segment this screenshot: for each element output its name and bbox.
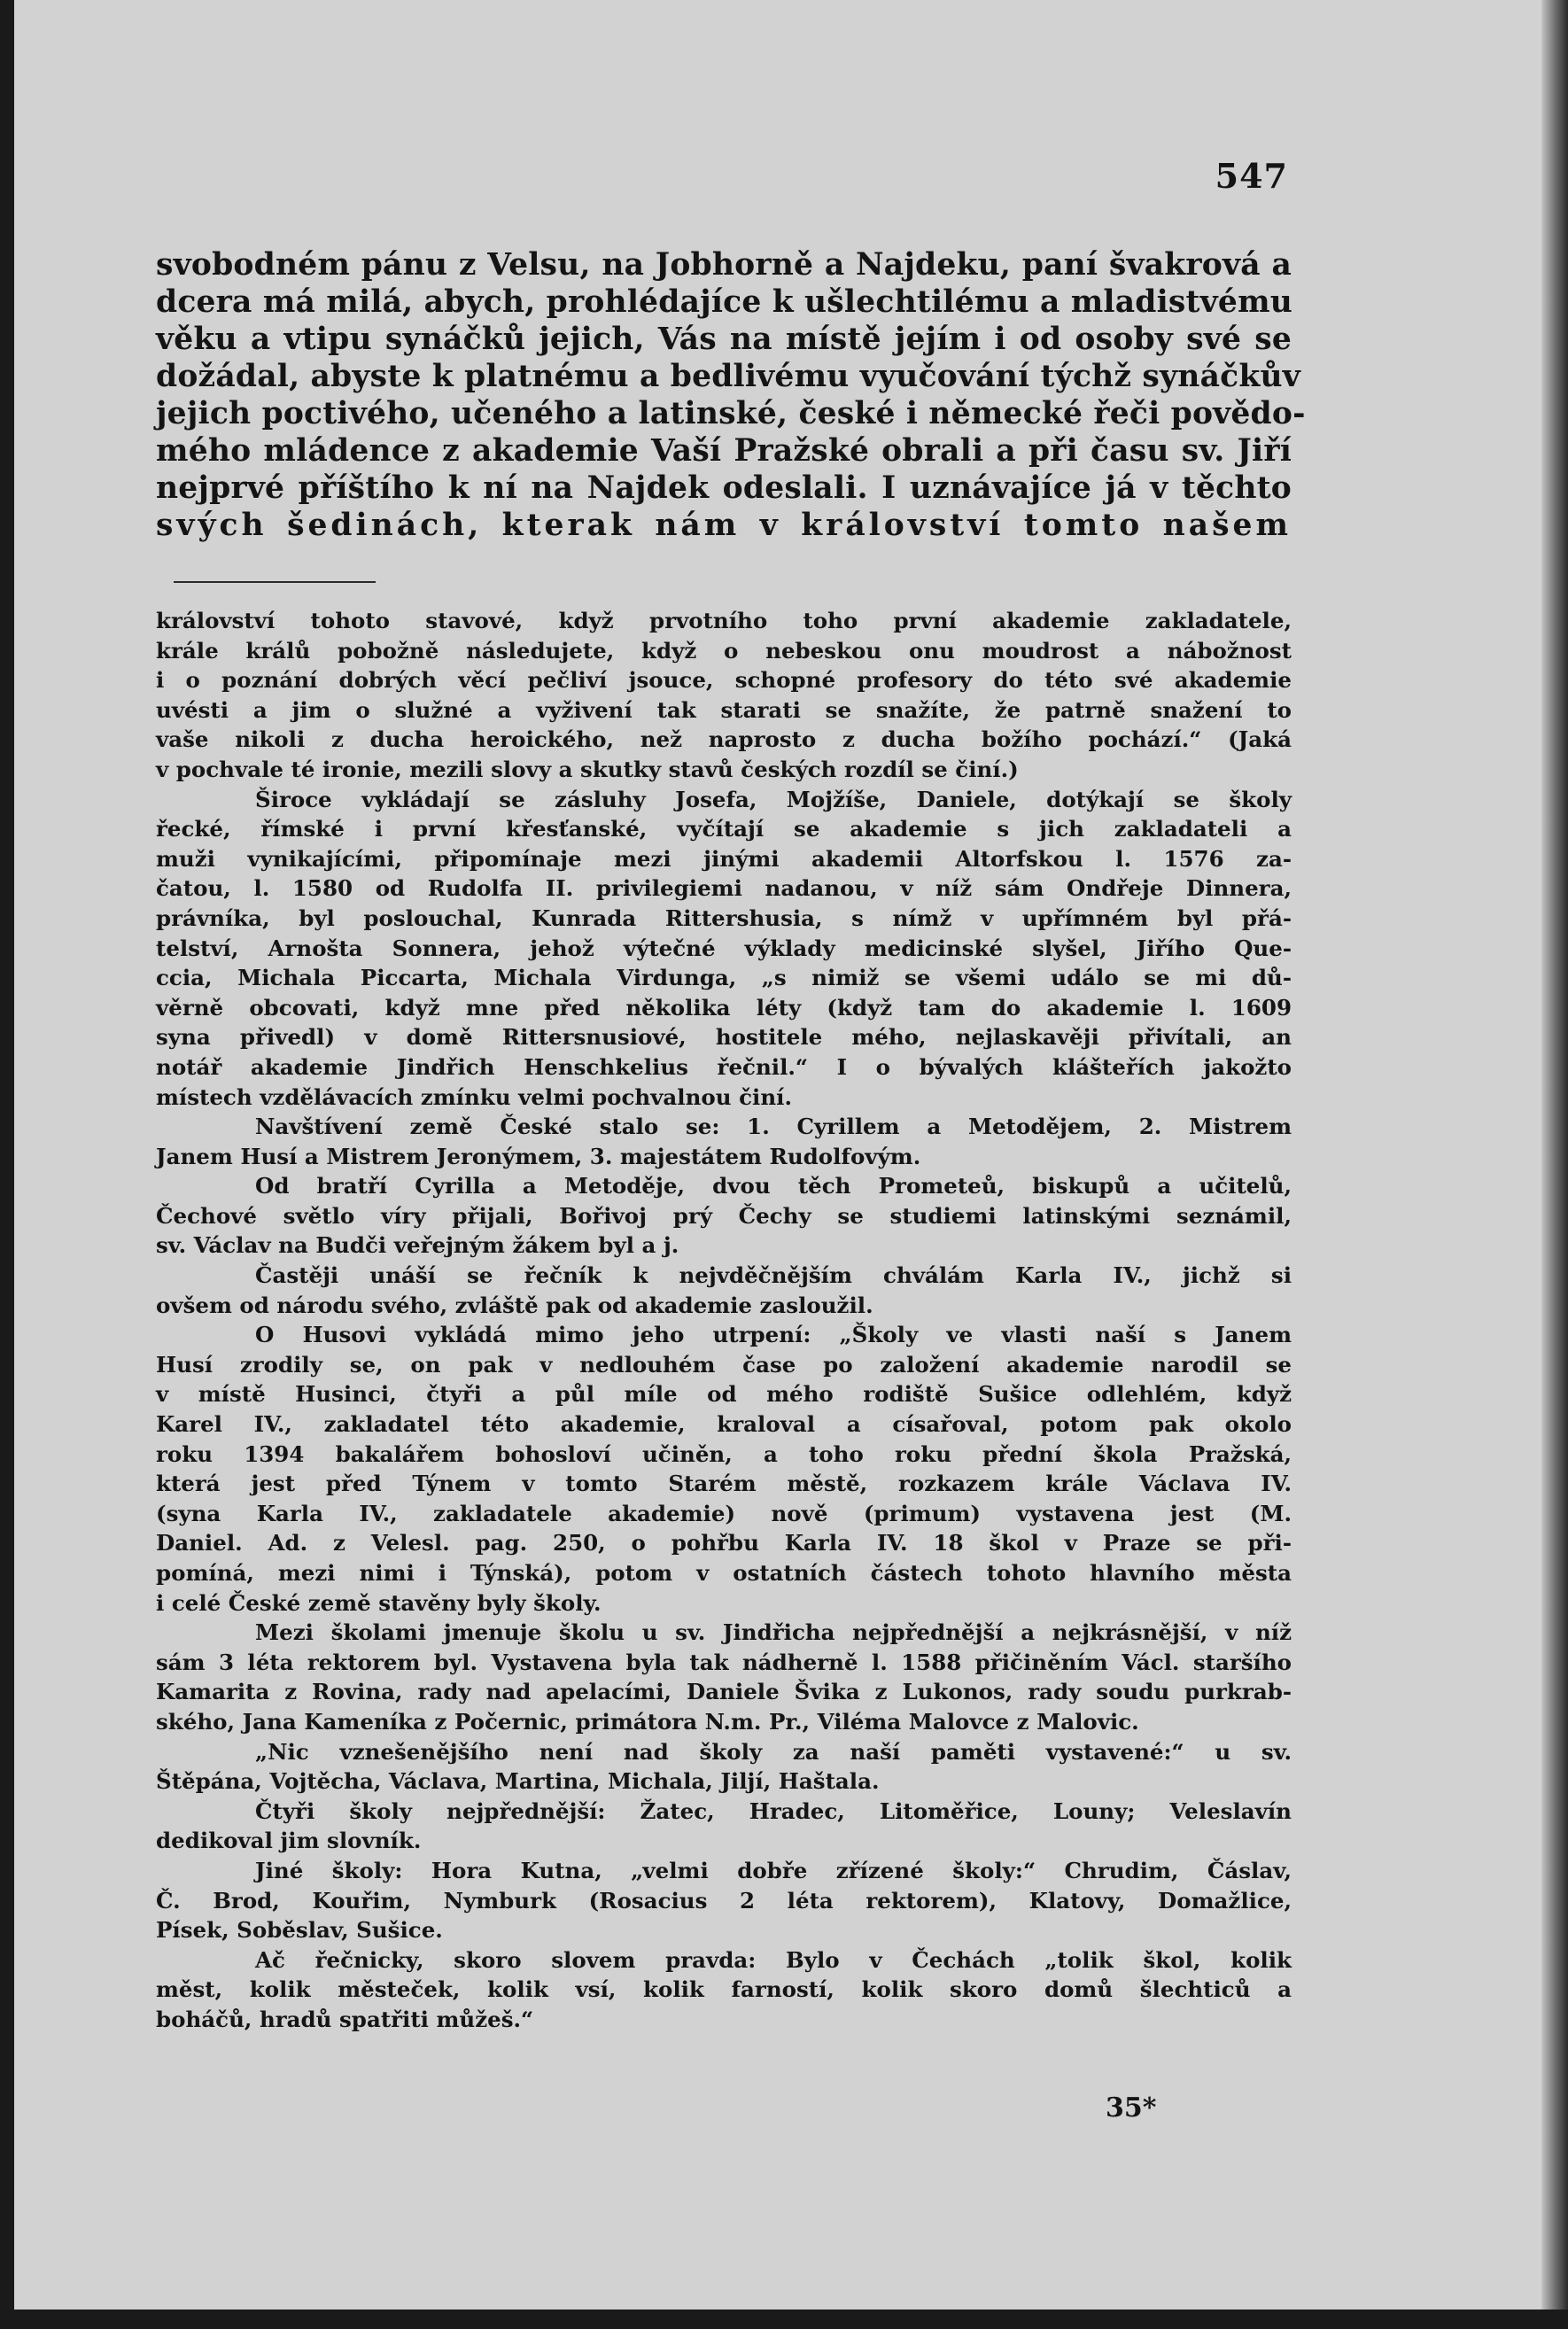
footnote-line: která jest před Týnem v tomto Starém městě, rozkazem krále Václava IV. bbox=[156, 1471, 1292, 1497]
footnote-line: krále králů pobožně následujete, když o nebeskou onu moudrost a nábožnost bbox=[156, 637, 1292, 664]
main-text-line: dožádal, abyste k platnému a bedlivému vyučování týchž synáčkův bbox=[156, 359, 1300, 394]
footnote-line: Daniel. Ad. z Velesl. pag. 250, o pohřbu Karla IV. 18 škol v Praze se při- bbox=[156, 1530, 1292, 1557]
footnote-line: dedikoval jim slovník. bbox=[156, 1828, 422, 1854]
footnote-line: „Nic vznešenějšího není nad školy za naší paměti vystavené:“ u sv. bbox=[255, 1738, 1292, 1765]
footnote-line: Husí zrodily se, on pak v nedlouhém čase po založení akademie narodil se bbox=[156, 1351, 1292, 1378]
main-text-line: svobodném pánu z Velsu, na Jobhorně a Najdeku, paní švakrová a bbox=[156, 247, 1292, 283]
footnote-line: Kamarita z Rovina, rady nad apelacími, Daniele Švika z Lukonos, rady soudu purkrab- bbox=[156, 1679, 1292, 1705]
footnote-line: v pochvale té ironie, mezili slovy a skutky stavů českých rozdíl se činí.) bbox=[156, 756, 1019, 782]
scan-edge-bottom bbox=[0, 2310, 1568, 2329]
footnote-line: pomíná, mezi nimi i Týnská), potom v ostatních částech tohoto hlavního města bbox=[156, 1560, 1292, 1586]
footnote-line: Janem Husí a Mistrem Jeronýmem, 3. majestátem Rudolfovým. bbox=[156, 1143, 921, 1169]
footnote-line: Štěpána, Vojtěcha, Václava, Martina, Michala, Jiljí, Haštala. bbox=[156, 1768, 880, 1795]
main-text-line: svých šedinách, kterak nám v království tomto našem bbox=[156, 508, 1292, 543]
footnote-line: i o poznání dobrých věcí pečliví jsouce, schopné profesory do této své akademie bbox=[156, 667, 1292, 694]
main-text-line: dcera má milá, abych, prohlédajíce k ušlechtilému a mladistvému bbox=[156, 284, 1293, 320]
footnote-line: Čtyři školy nejpřednější: Žatec, Hradec, Litoměřice, Louny; Veleslavín bbox=[255, 1797, 1292, 1824]
footnote-line: Ač řečnicky, skoro slovem pravda: Bylo v Čechách „tolik škol, kolik bbox=[255, 1946, 1292, 1973]
page-number: 547 bbox=[1215, 156, 1288, 196]
scan-edge-left bbox=[0, 0, 14, 2329]
footnote-line: ského, Jana Kameníka z Počernic, primátora N.m. Pr., Viléma Malovce z Malovic. bbox=[156, 1708, 1139, 1735]
footnote-line: i celé České země stavěny byly školy. bbox=[156, 1589, 602, 1616]
footnote-line: (syna Karla IV., zakladatele akademie) nově (primum) vystavena jest (M. bbox=[156, 1500, 1292, 1526]
footnote-line: roku 1394 bakalářem bohosloví učiněn, a toho roku přední škola Pražská, bbox=[156, 1440, 1292, 1467]
main-text-line: věku a vtipu synáčků jejich, Vás na místě jejím i od osoby své se bbox=[156, 322, 1292, 357]
signature-mark: 35* bbox=[1106, 2092, 1157, 2123]
footnote-line: právníka, byl poslouchal, Kunrada Rittershusia, s nímž v upřímném byl přá- bbox=[156, 904, 1292, 931]
footnote-line: Od bratří Cyrilla a Metoděje, dvou těch Prometeů, biskupů a učitelů, bbox=[255, 1173, 1292, 1199]
footnote-line: království tohoto stavové, když prvotního toho první akademie zakladatele, bbox=[156, 608, 1292, 633]
footnotes bbox=[156, 606, 1292, 2035]
footnote-line: Navštívení země České stalo se: 1. Cyrillem a Metodějem, 2. Mistrem bbox=[255, 1114, 1292, 1140]
footnote-line: Široce vykládají se zásluhy Josefa, Mojžíše, Daniele, dotýkají se školy bbox=[255, 786, 1292, 812]
footnote-line: měst, kolik městeček, kolik vsí, kolik farností, kolik skoro domů šlechticů a bbox=[156, 1976, 1292, 2003]
footnote-line: Čechové světlo víry přijali, Bořivoj prý Čechy se studiemi latinskými seznámil, bbox=[156, 1202, 1292, 1229]
footnote-line: ccia, Michala Piccarta, Michala Virdunga, „s nimiž se všemi událo se mi dů- bbox=[156, 965, 1292, 991]
footnote-line: telství, Arnošta Sonnera, jehož výtečné výklady medicinské slyšel, Jiřího Que- bbox=[156, 935, 1292, 961]
footnote-line: O Husovi vykládá mimo jeho utrpení: „Školy ve vlasti naší s Janem bbox=[255, 1322, 1292, 1348]
footnote-line: vaše nikoli z ducha heroického, než naprosto z ducha božího pochází.“ (Jaká bbox=[156, 726, 1292, 753]
footnote-line: čatou, l. 1580 od Rudolfa II. privilegiemi nadanou, v níž sám Ondřeje Dinnera, bbox=[156, 875, 1292, 902]
main-text-line: mého mládence z akademie Vaší Pražské obrali a při času sv. Jiří bbox=[156, 433, 1292, 469]
footnote-line: boháčů, hradů spatřiti můžeš.“ bbox=[156, 2006, 534, 2032]
footnote-line: v místě Husinci, čtyři a půl míle od mého rodiště Sušice odlehlém, když bbox=[156, 1381, 1292, 1408]
footnote-line: sám 3 léta rektorem byl. Vystavena byla tak nádherně l. 1588 přičiněním Václ. staršího bbox=[156, 1649, 1292, 1675]
footnote-line: Písek, Soběslav, Sušice. bbox=[156, 1917, 443, 1944]
main-text-line: nejprvé příštího k ní na Najdek odeslali. I uznávajíce já v těchto bbox=[156, 470, 1292, 506]
footnote-line: muži vynikajícími, připomínaje mezi jinými akademii Altorfskou l. 1576 za- bbox=[156, 845, 1292, 872]
footnote-line: Mezi školami jmenuje školu u sv. Jindřicha nejpřednější a nejkrásnější, v níž bbox=[255, 1619, 1292, 1646]
scan-edge-right bbox=[1541, 0, 1568, 2329]
footnote-line: Karel IV., zakladatel této akademie, kraloval a císařoval, potom pak okolo bbox=[156, 1411, 1292, 1438]
footnote-line: ovšem od národu svého, zvláště pak od akademie zasloužil. bbox=[156, 1292, 873, 1318]
footnote-line: místech vzdělávacích zmínku velmi pochvalnou činí. bbox=[156, 1083, 792, 1110]
main-text bbox=[156, 246, 1306, 544]
footnote-line: řecké, římské i první křesťanské, vyčítají se akademie s jich zakladateli a bbox=[156, 816, 1292, 842]
footnote-line: notář akademie Jindřich Henschkelius řečnil.“ I o bývalých klášteřích jakožto bbox=[156, 1053, 1292, 1080]
footnote-line: věrně obcovati, když mne před několika léty (když tam do akademie l. 1609 bbox=[156, 994, 1292, 1021]
footnote-line: Č. Brod, Kouřim, Nymburk (Rosacius 2 léta rektorem), Klatovy, Domažlice, bbox=[156, 1887, 1292, 1914]
footnote-line: sv. Václav na Budči veřejným žákem byl a j. bbox=[156, 1232, 679, 1259]
footnote-line: Jiné školy: Hora Kutna, „velmi dobře zřízené školy:“ Chrudim, Čáslav, bbox=[255, 1857, 1292, 1883]
footnote-line: syna přivedl) v domě Rittersnusiové, hostitele mého, nejlaskavěji přivítali, an bbox=[156, 1024, 1292, 1051]
main-text-line: jejich poctivého, učeného a latinské, české i německé řeči povědo- bbox=[156, 396, 1306, 431]
footnote-line: uvésti a jim o služné a vyživení tak starati se snažíte, že patrně snažení to bbox=[156, 696, 1292, 723]
footnote-line: Častěji unáší se řečník k nejvděčnějším chválám Karla IV., jichž si bbox=[255, 1262, 1292, 1289]
footnote-divider bbox=[174, 581, 376, 583]
